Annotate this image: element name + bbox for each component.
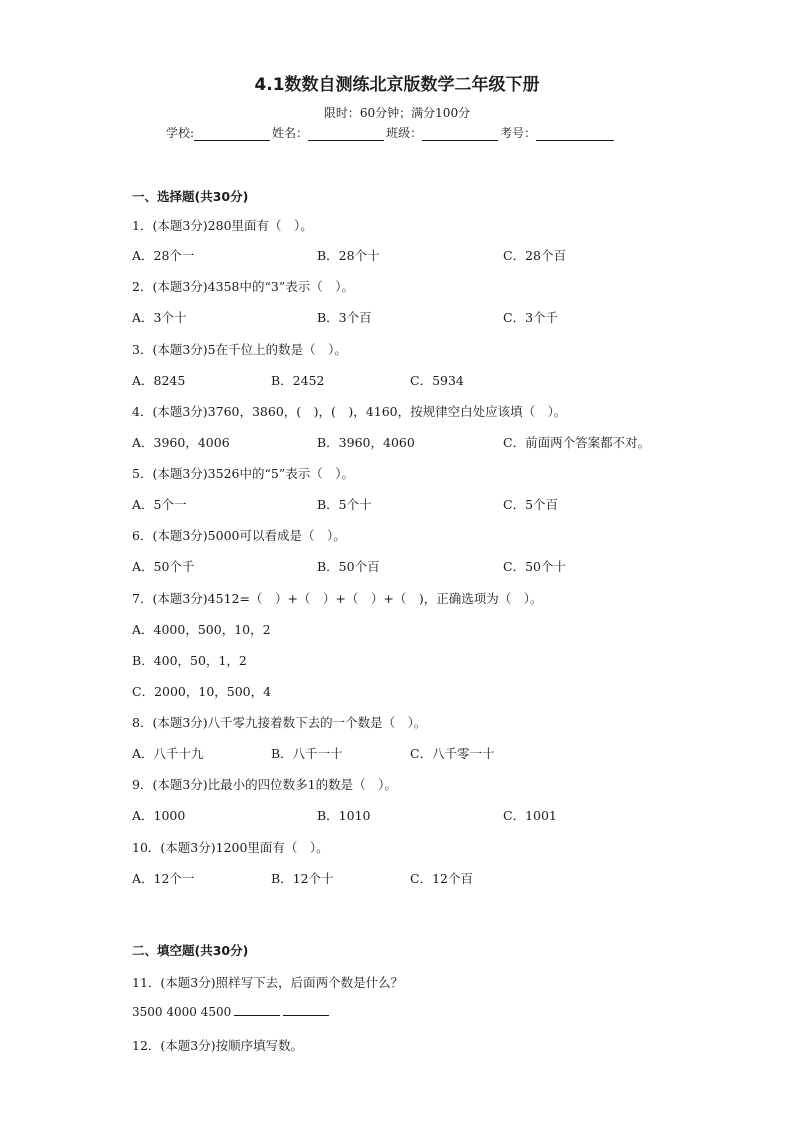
option-c: C．1001 <box>503 808 557 823</box>
option-c: C．前面两个答案都不对。 <box>503 435 651 450</box>
question-stem: 2．(本题3分)4358中的“3”表示（ ）。 <box>132 279 354 294</box>
question-stem: 3．(本题3分)5在千位上的数是（ ）。 <box>132 342 347 357</box>
question-stem: 5．(本题3分)3526中的“5”表示（ ）。 <box>132 466 354 481</box>
option-c: C．28个百 <box>503 248 566 263</box>
option-a: A．12个一 <box>132 871 195 886</box>
question-stem: 7．(本题3分)4512=（ ）+（ ）+（ ）+（ )，正确选项为（ ）。 <box>132 591 543 606</box>
question-stem: 10．(本题3分)1200里面有（ ）。 <box>132 840 329 855</box>
option-c: C．5934 <box>410 373 464 388</box>
option-b: B．400，50，1，2 <box>132 653 247 668</box>
option-b: B．3个百 <box>317 310 372 325</box>
number-sequence-row <box>132 1004 329 1019</box>
option-c: C．5个百 <box>503 497 559 512</box>
answer-blank[interactable] <box>283 1004 329 1016</box>
section-heading-fill-in: 二、填空题(共30分) <box>132 943 249 958</box>
option-a: A．5个一 <box>132 497 187 512</box>
option-b: B．1010 <box>317 808 371 823</box>
option-c: C．50个十 <box>503 559 566 574</box>
option-a: A．28个一 <box>132 248 195 263</box>
option-b: B．3960，4060 <box>317 435 415 450</box>
option-a: A．八千十九 <box>132 746 204 761</box>
school-field[interactable] <box>194 127 270 141</box>
option-b: B．12个十 <box>271 871 334 886</box>
class-label: 班级： <box>386 126 423 140</box>
option-c: C．2000，10，500，4 <box>132 684 272 699</box>
time-limit-info: 限时：60分钟；满分100分 <box>323 106 471 120</box>
option-c: C．3个千 <box>503 310 559 325</box>
name-field[interactable] <box>308 127 384 141</box>
question-stem: 11．(本题3分)照样写下去，后面两个数是什么？ <box>132 975 404 990</box>
answer-blank[interactable] <box>234 1004 280 1016</box>
option-b: B．八千一十 <box>271 746 343 761</box>
class-field[interactable] <box>422 127 498 141</box>
option-b: B．50个百 <box>317 559 380 574</box>
question-stem: 8．(本题3分)八千零九接着数下去的一个数是（ ）。 <box>132 715 427 730</box>
page-title: 4.1数数自测练北京版数学二年级下册 <box>254 75 540 95</box>
exam-number-label: 考号： <box>500 126 537 140</box>
question-stem: 12．(本题3分)按顺序填写数。 <box>132 1038 304 1053</box>
option-a: A．3个十 <box>132 310 187 325</box>
number-sequence: 3500 4000 4500 <box>132 1005 232 1019</box>
option-b: B．5个十 <box>317 497 372 512</box>
exam-number-field[interactable] <box>536 127 614 141</box>
question-stem: 9．(本题3分)比最小的四位数多1的数是（ ）。 <box>132 777 397 792</box>
option-a: A．50个千 <box>132 559 195 574</box>
student-info-row <box>166 124 616 141</box>
question-stem: 1．(本题3分)280里面有（ ）。 <box>132 218 313 233</box>
section-heading-choice: 一、选择题(共30分) <box>132 189 249 204</box>
option-a: A．8245 <box>132 373 186 388</box>
option-a: A．4000，500，10，2 <box>132 622 271 637</box>
option-c: C．12个百 <box>410 871 473 886</box>
option-a: A．1000 <box>132 808 186 823</box>
option-b: B．2452 <box>271 373 325 388</box>
question-stem: 6．(本题3分)5000可以看成是（ ）。 <box>132 528 346 543</box>
option-a: A．3960，4006 <box>132 435 230 450</box>
option-c: C．八千零一十 <box>410 746 495 761</box>
name-label: 姓名： <box>272 126 309 140</box>
option-b: B．28个十 <box>317 248 380 263</box>
school-label: 学校: <box>166 126 195 140</box>
question-stem: 4．(本题3分)3760，3860，( )，( )，4160，按规律空白处应该填（ ）。 <box>132 404 567 419</box>
